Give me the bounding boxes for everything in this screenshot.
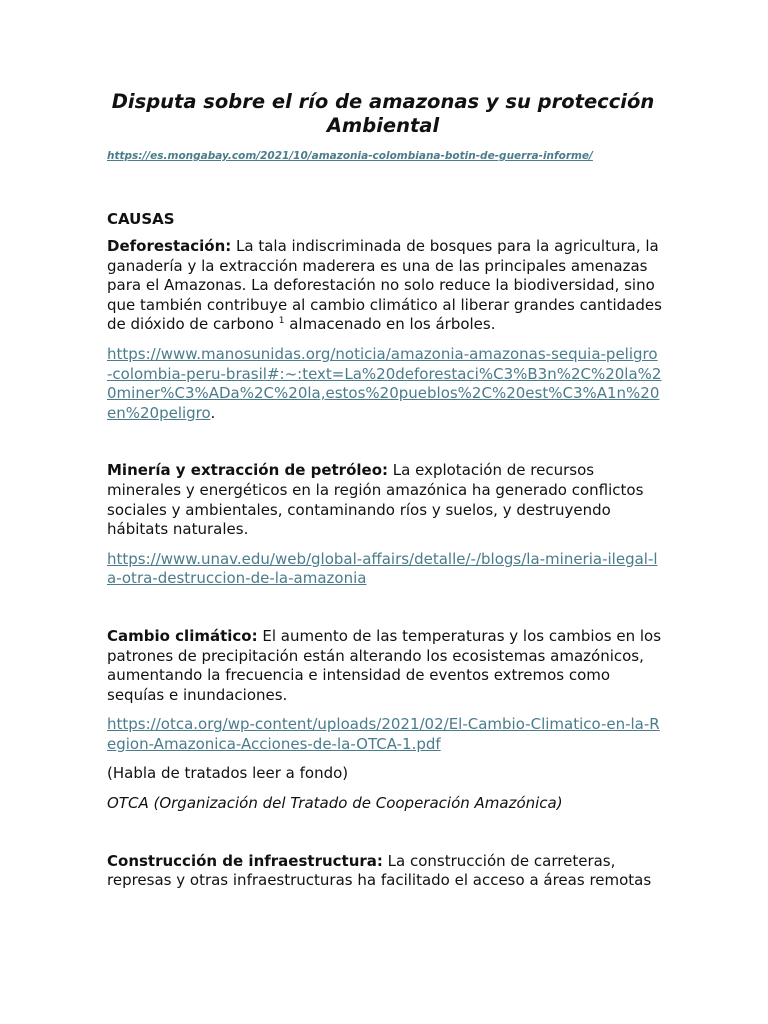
text-climate: El aumento de las temperaturas y los cambios en los patrones de precipitación están alterando los ecosistemas amazónicos, aumentando la frecuencia e intensidad de eventos extremos como sequías e inundaciones. (107, 626, 662, 704)
text-mining: La explotación de recursos minerales y energéticos en la región amazónica ha generado conflictos sociales y ambientales, contaminando ríos y suelos, y destruyendo hábitats naturales. (107, 461, 644, 539)
label-mining: Minería y extracción de petróleo: (107, 461, 389, 480)
text-infrastructure: La construcción de carreteras, represas y otras infraestructuras ha facilitado el acceso a áreas remotas (107, 851, 652, 890)
footnote-mark[interactable]: 1 (278, 316, 285, 327)
label-infrastructure: Construcción de infraestructura: (107, 851, 383, 870)
label-deforestation: Deforestación: (107, 237, 232, 255)
link-trailing-period: . (210, 403, 216, 422)
source-link[interactable]: https://es.mongabay.com/2021/10/amazonia-colombiana-botin-de-guerra-informe/ (107, 150, 593, 162)
document-content (107, 90, 663, 891)
link-manosunidas[interactable]: https://www.manosunidas.org/noticia/amazonia-amazonas-sequia-peligro-colombia-peru-brasil#:~:text=La%20deforestaci%C3%B3n%2C%20la%20miner%C3%ADa%2C%20la,estos%20pueblos%2C%20est%C3%A1n%20en%20peligro (107, 344, 662, 422)
link-paragraph-climate (107, 715, 663, 754)
link-paragraph-deforestation (107, 345, 663, 423)
note-treaties: (Habla de tratados leer a fondo) (107, 764, 349, 783)
otca-definition: OTCA (Organización del Tratado de Cooperación Amazónica) (107, 794, 563, 813)
document-title: Disputa sobre el río de amazonas y su protección Ambiental (111, 90, 655, 137)
section-heading-causas: CAUSAS (107, 210, 175, 228)
label-climate: Cambio climático: (107, 626, 258, 645)
text-deforestation-end: almacenado en los árboles. (284, 315, 496, 334)
paragraph-climate (107, 627, 663, 705)
paragraph-mining (107, 461, 663, 539)
link-unav[interactable]: https://www.unav.edu/web/global-affairs/detalle/-/blogs/la-mineria-ilegal-la-otra-destruccion-de-la-amazonia (107, 549, 658, 588)
text-deforestation: La tala indiscriminada de bosques para la agricultura, la ganadería y la extracción maderera es una de las principales amenazas para el Amazonas. La deforestación no solo reduce la biodiversidad, sino que también contribuye al cambio climático al liberar grandes cantidades de dióxido de carbono (107, 237, 662, 334)
paragraph-infrastructure (107, 852, 663, 891)
link-otca[interactable]: https://otca.org/wp-content/uploads/2021/02/El-Cambio-Climatico-en-la-Region-Amazonica-Acciones-de-la-OTCA-1.pdf (107, 715, 660, 753)
link-paragraph-mining (107, 550, 663, 589)
paragraph-deforestation (107, 237, 663, 335)
